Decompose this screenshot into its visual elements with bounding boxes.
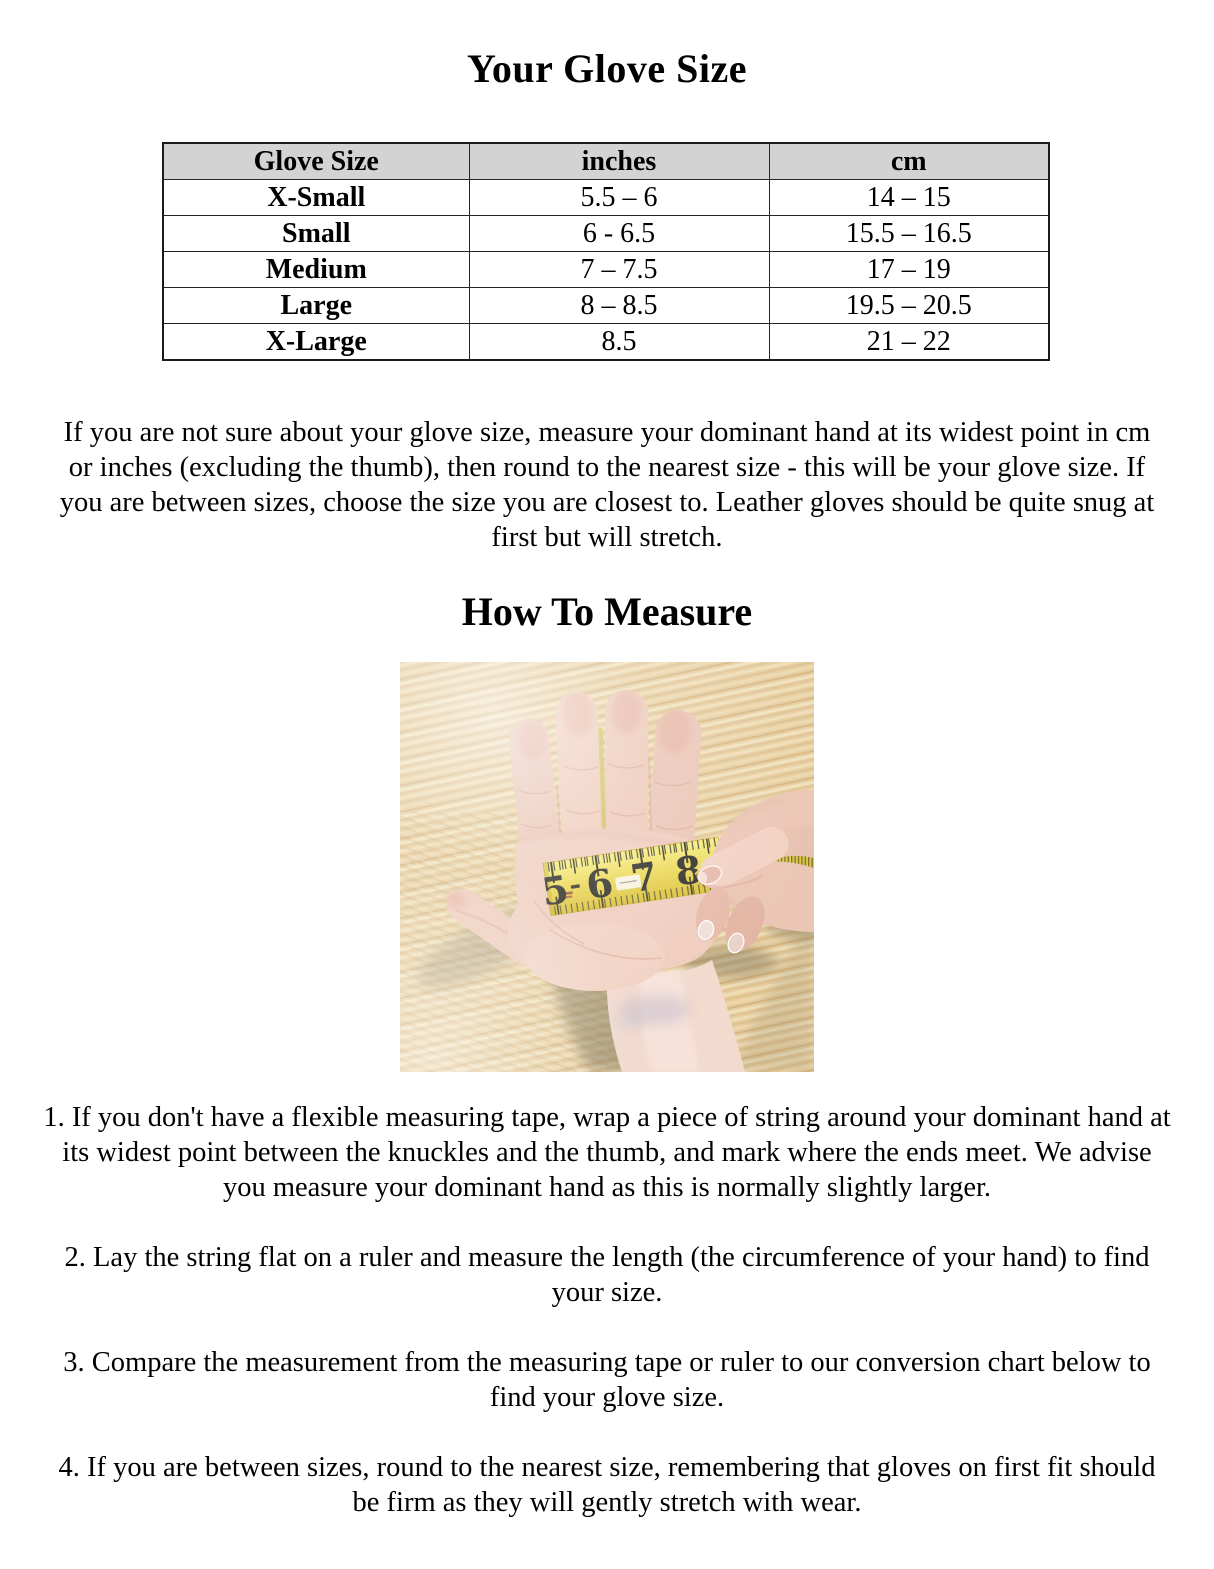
table-cell-size: X-Small xyxy=(163,180,469,216)
table-cell-cm: 17 – 19 xyxy=(769,252,1049,288)
column-header-glove-size: Glove Size xyxy=(163,143,469,180)
table-cell-size: X-Large xyxy=(163,324,469,361)
step-1: 1. If you don't have a flexible measuring tape, wrap a piece of string around your dominant hand at its widest point between the knuckles and the thumb, and mark where the ends meet. We advise you measure your dominant hand as this is normally slightly larger. xyxy=(43,1102,1171,1203)
step-4: 4. If you are between sizes, round to the nearest size, remembering that gloves on first fit should be firm as they will gently stretch with wear. xyxy=(58,1452,1156,1518)
glove-size-table xyxy=(162,142,1050,361)
section-title-how-to-measure: How To Measure xyxy=(461,589,753,634)
intro-paragraph: If you are not sure about your glove size, measure your dominant hand at its widest point in cm or inches (excluding the thumb), then round to the nearest size - this will be your glove size. If you are between sizes, choose the size you are closest to. Leather gloves should be quite snug at first but will stretch. xyxy=(59,417,1155,553)
hand-measuring-photo xyxy=(400,662,814,1072)
table-row xyxy=(163,180,1049,216)
table-cell-inches: 7 – 7.5 xyxy=(469,252,769,288)
table-row xyxy=(163,252,1049,288)
table-row xyxy=(163,216,1049,252)
table-cell-cm: 14 – 15 xyxy=(769,180,1049,216)
column-header-cm: cm xyxy=(769,143,1049,180)
measurement-photo xyxy=(400,662,814,1072)
table-cell-inches: 6 - 6.5 xyxy=(469,216,769,252)
step-2: 2. Lay the string flat on a ruler and measure the length (the circumference of your hand) to find your size. xyxy=(64,1242,1150,1308)
measuring-steps xyxy=(42,1100,1172,1520)
page-title: Your Glove Size xyxy=(466,46,748,91)
table-row xyxy=(163,324,1049,361)
table-cell-size: Small xyxy=(163,216,469,252)
table-row xyxy=(163,288,1049,324)
table-cell-cm: 15.5 – 16.5 xyxy=(769,216,1049,252)
column-header-inches: inches xyxy=(469,143,769,180)
table-cell-inches: 8 – 8.5 xyxy=(469,288,769,324)
light-wash xyxy=(400,662,814,1072)
step-3: 3. Compare the measurement from the measuring tape or ruler to our conversion chart below to find your glove size. xyxy=(63,1347,1151,1413)
table-cell-inches: 8.5 xyxy=(469,324,769,361)
table-cell-size: Large xyxy=(163,288,469,324)
table-cell-inches: 5.5 – 6 xyxy=(469,180,769,216)
table-cell-size: Medium xyxy=(163,252,469,288)
table-cell-cm: 21 – 22 xyxy=(769,324,1049,361)
table-cell-cm: 19.5 – 20.5 xyxy=(769,288,1049,324)
table-header-row xyxy=(163,143,1049,180)
